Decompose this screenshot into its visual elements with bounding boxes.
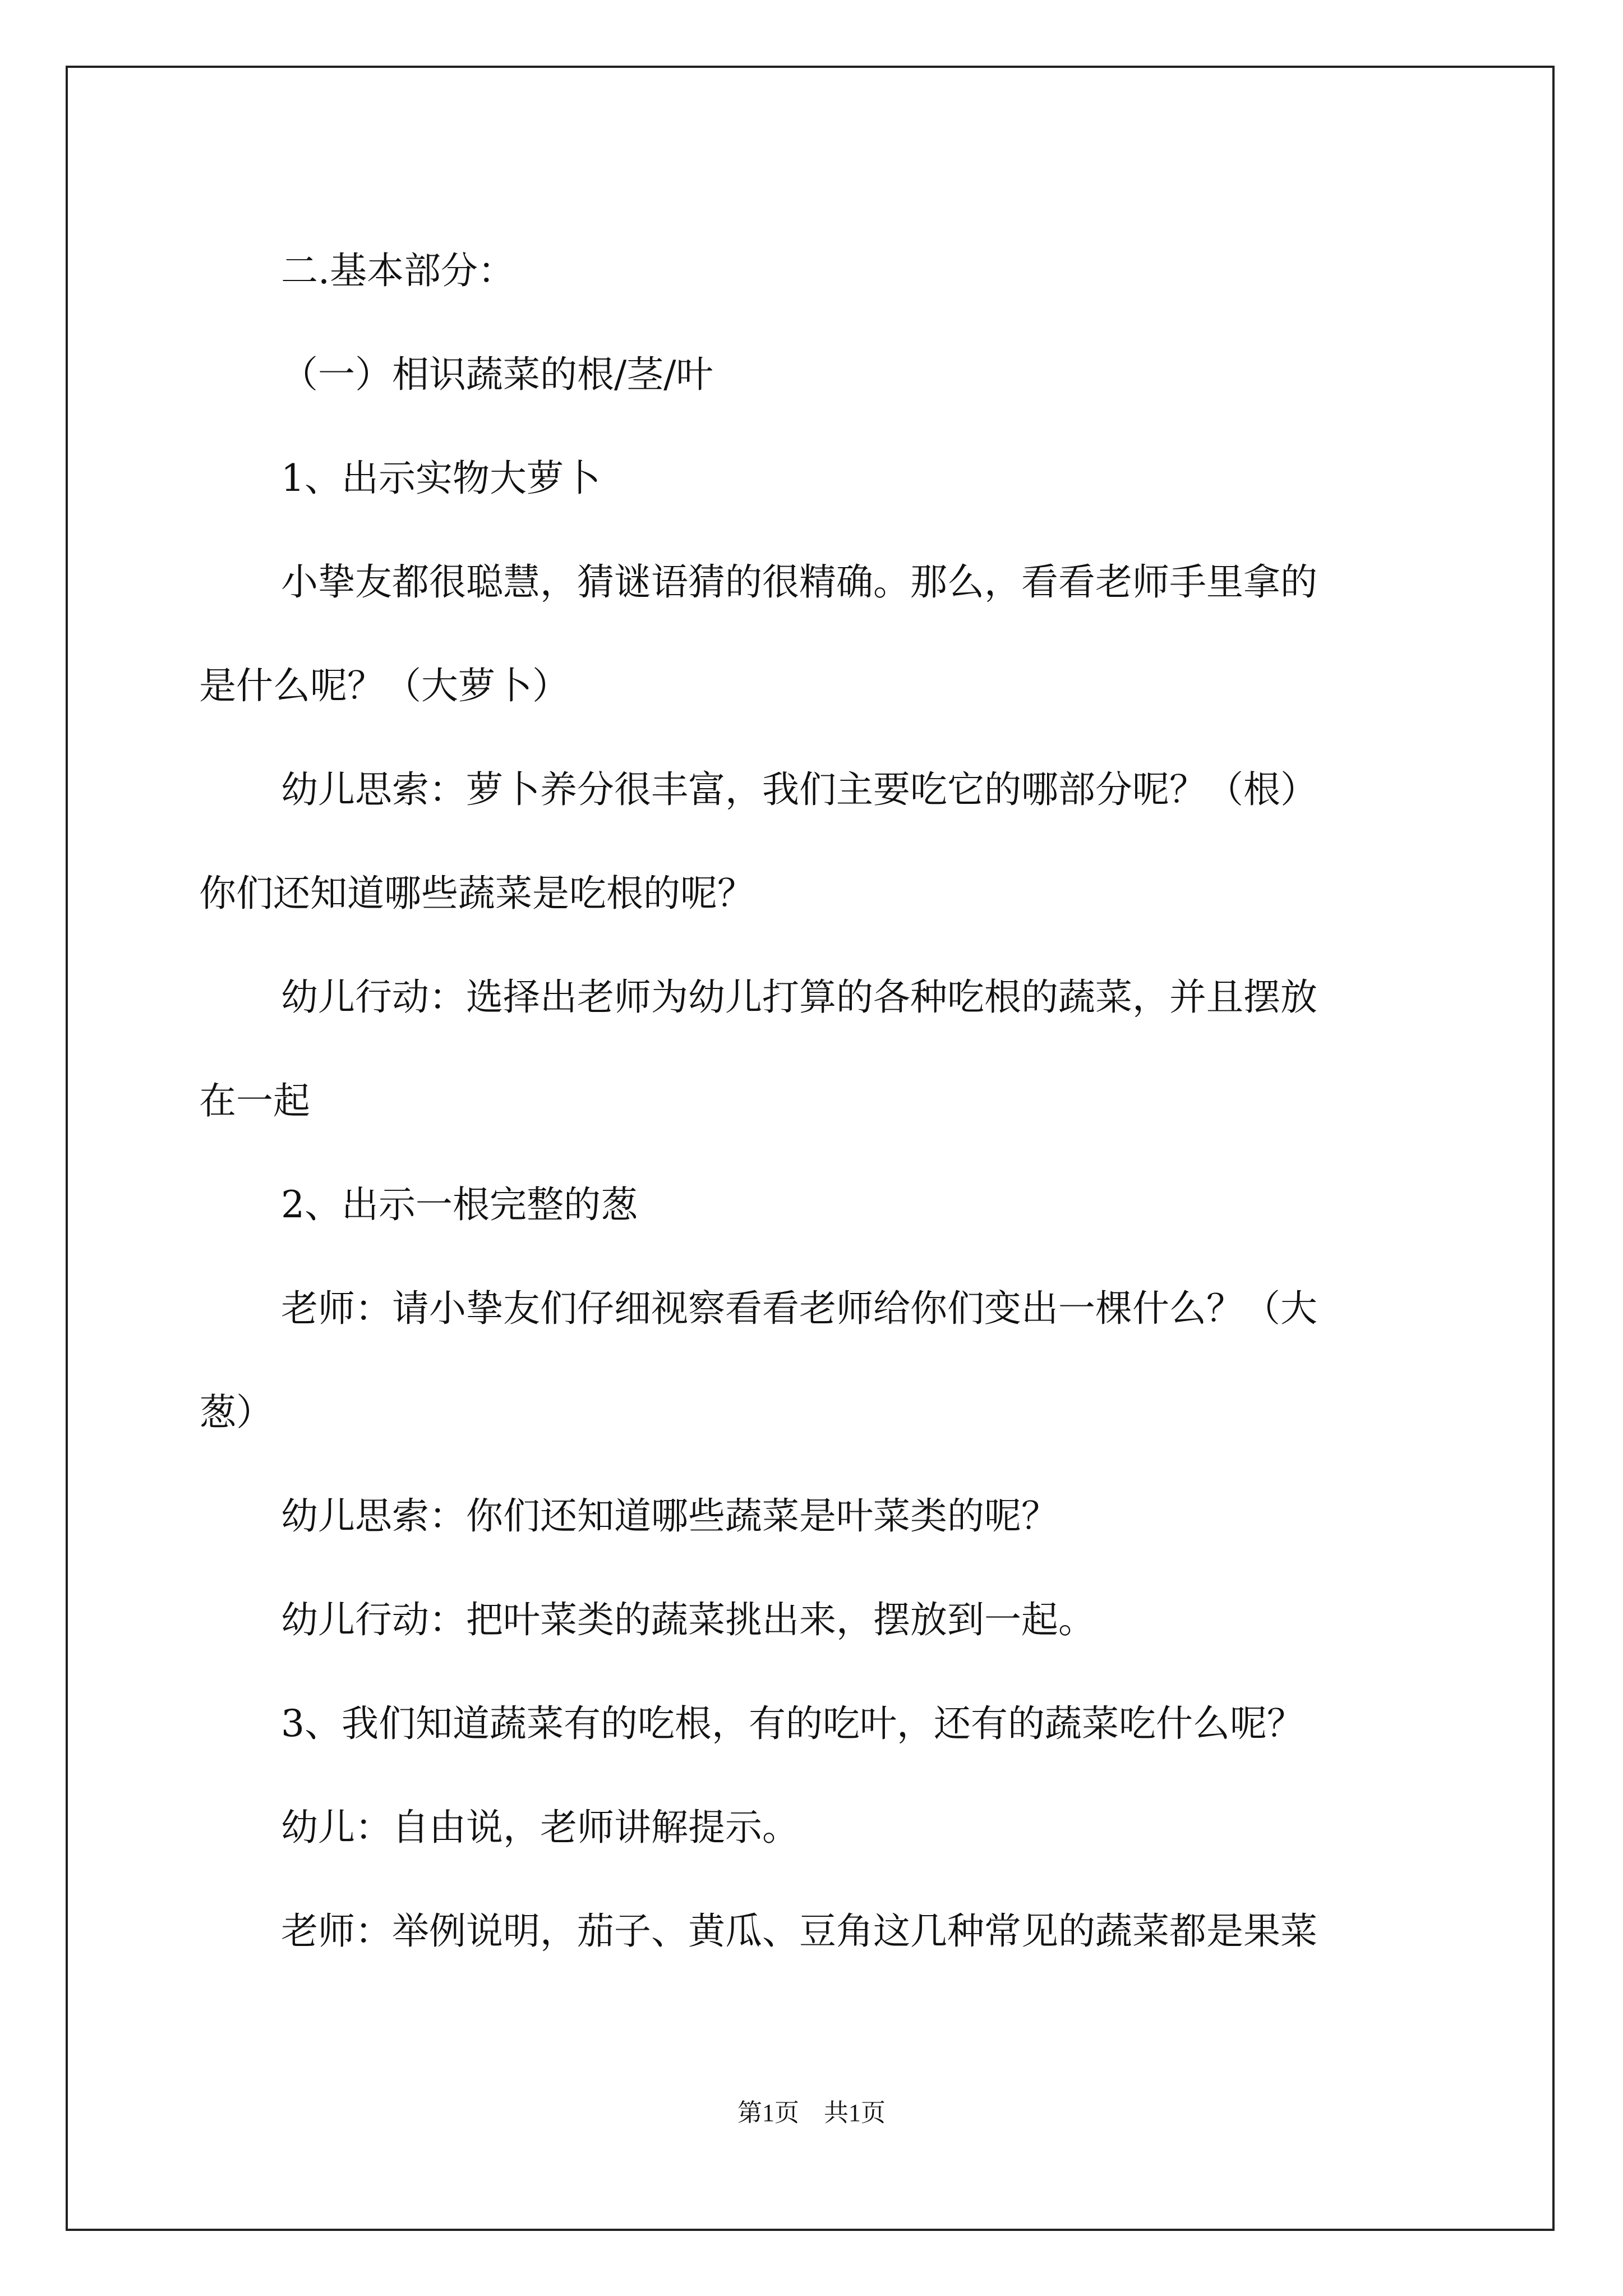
paragraph-line: 葱） bbox=[199, 1391, 273, 1434]
paragraph-line: 幼儿行动：选择出老师为幼儿打算的各种吃根的蔬菜，并且摆放 bbox=[281, 976, 1317, 1019]
page-number: 第1页 共1页 bbox=[737, 2099, 886, 2127]
paragraph-line: 幼儿思索：萝卜养分很丰富，我们主要吃它的哪部分呢？（根） bbox=[281, 768, 1317, 811]
paragraph-line: 3、我们知道蔬菜有的吃根，有的吃叶，还有的蔬菜吃什么呢？ bbox=[281, 1702, 1304, 1745]
paragraph-line: 老师：请小挚友们仔细视察看看老师给你们变出一棵什么？（大 bbox=[281, 1287, 1317, 1330]
paragraph-line: 小挚友都很聪慧，猜谜语猜的很精确。那么，看看老师手里拿的 bbox=[281, 560, 1317, 604]
paragraph-line: 幼儿：自由说，老师讲解提示。 bbox=[281, 1806, 799, 1849]
document-body bbox=[199, 219, 1438, 1983]
paragraph-line: 2、出示一根完整的葱 bbox=[281, 1183, 638, 1226]
paragraph-line: 在一起 bbox=[199, 1079, 310, 1122]
paragraph-line: 1、出示实物大萝卜 bbox=[281, 457, 601, 500]
paragraph-line: （一）相识蔬菜的根/茎/叶 bbox=[281, 353, 713, 396]
paragraph-line: 老师：举例说明，茄子、黄瓜、豆角这几种常见的蔬菜都是果菜 bbox=[281, 1910, 1317, 1953]
paragraph-line: 是什么呢？（大萝卜） bbox=[199, 664, 569, 707]
paragraph-line: 幼儿行动：把叶菜类的蔬菜挑出来，摆放到一起。 bbox=[281, 1598, 1095, 1641]
paragraph-line: 二.基本部分： bbox=[281, 249, 515, 292]
paragraph-line: 你们还知道哪些蔬菜是吃根的呢？ bbox=[199, 872, 754, 915]
paragraph-line: 幼儿思索：你们还知道哪些蔬菜是叶菜类的呢？ bbox=[281, 1494, 1058, 1538]
page-footer bbox=[0, 2092, 1623, 2128]
